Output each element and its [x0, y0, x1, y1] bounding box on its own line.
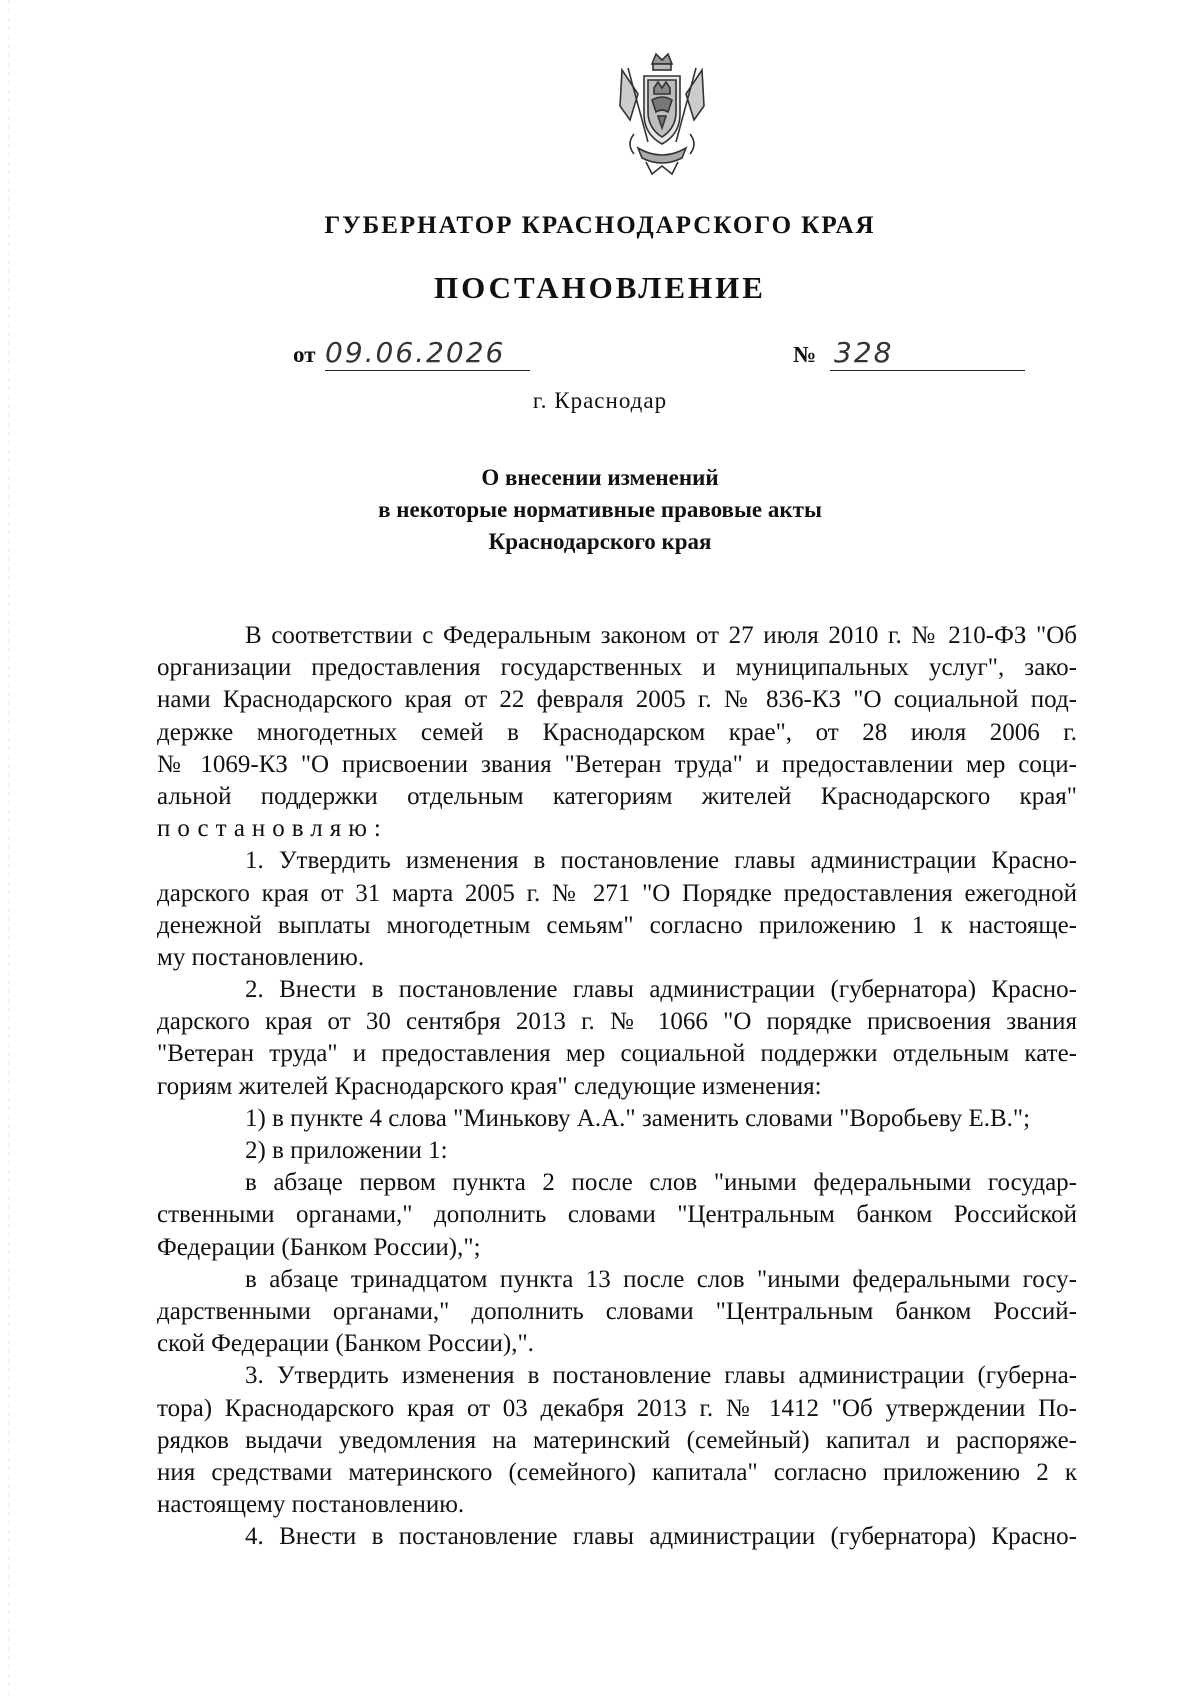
body-line: держке многодетных семей в Краснодарском крае", от 28 июля 2006 г.: [157, 718, 1077, 746]
coat-of-arms-icon: [608, 50, 716, 178]
city-line: г. Краснодар: [532, 388, 668, 413]
body-line: Федерации (Банком России),";: [157, 1233, 481, 1261]
body-line: му постановлению.: [157, 943, 365, 971]
body-line: постановляю:: [157, 815, 388, 843]
document-subject: [0, 462, 1200, 558]
handwritten-number: 328: [830, 336, 1025, 371]
handwritten-date: 09.06.2026: [325, 336, 530, 371]
body-line: тора) Краснодарского края от 03 декабря 2013 г. № 1412 "Об утверждении По-: [157, 1394, 1077, 1422]
body-line: ния средствами материнского (семейного) капитала" согласно приложению 2 к: [157, 1458, 1077, 1486]
body-line: ственными органами," дополнить словами "Центральным банком Российской: [157, 1201, 1077, 1229]
body-line: В соответствии с Федеральным законом от 27 июля 2010 г. № 210-ФЗ "Об: [245, 622, 1077, 649]
date-label: от: [293, 342, 316, 367]
body-line: ской Федерации (Банком России),".: [157, 1330, 534, 1358]
document-type-title: ПОСТАНОВЛЕНИЕ: [434, 270, 766, 305]
body-line: нами Краснодарского края от 22 февраля 2005 г. № 836-КЗ "О социальной под-: [157, 686, 1077, 714]
body-line: рядков выдачи уведомления на материнский (семейный) капитал и распоряже-: [157, 1426, 1077, 1454]
body-line: дарского края от 31 марта 2005 г. № 271 "О Порядке предоставления ежегодной: [157, 879, 1077, 907]
number-label: №: [793, 342, 817, 367]
body-line: альной поддержки отдельным категориям жителей Краснодарского края": [157, 782, 1077, 810]
body-line: 2) в приложении 1:: [245, 1137, 448, 1164]
body-line: 4. Внести в постановление главы администрации (губернатора) Красно-: [245, 1523, 1077, 1551]
body-line: гориям жителей Краснодарского края" следующие изменения:: [157, 1072, 822, 1100]
issuing-authority: ГУБЕРНАТОР КРАСНОДАРСКОГО КРАЯ: [324, 212, 876, 239]
body-line: "Ветеран труда" и предоставления мер социальной поддержки отдельным кате-: [157, 1040, 1077, 1068]
body-line: 1. Утвердить изменения в постановление главы администрации Красно-: [245, 847, 1077, 875]
subject-line: О внесении изменений: [481, 465, 719, 490]
date-number-row: [0, 336, 1200, 376]
body-line: дарственными органами," дополнить словами "Центральным банком Россий-: [157, 1297, 1077, 1325]
body-line: дарского края от 30 сентября 2013 г. № 1066 "О порядке присвоения звания: [157, 1008, 1077, 1036]
body-line: 2. Внести в постановление главы администрации (губернатора) Красно-: [245, 976, 1077, 1004]
document-body: [157, 620, 1077, 1553]
scan-edge-mark: [8, 0, 9, 1697]
body-line: настоящему постановлению.: [157, 1491, 465, 1519]
body-line: в абзаце тринадцатом пункта 13 после слов "иными федеральными госу-: [245, 1265, 1077, 1293]
body-line: 3. Утвердить изменения в постановление главы администрации (губерна-: [245, 1362, 1077, 1390]
subject-line: в некоторые нормативные правовые акты: [378, 497, 822, 522]
body-line: в абзаце первом пункта 2 после слов "иными федеральными государ-: [245, 1169, 1077, 1197]
body-line: денежной выплаты многодетным семьям" согласно приложению 1 к настояще-: [157, 911, 1077, 939]
body-line: 1) в пункте 4 слова "Минькову А.А." заменить словами "Воробьеву Е.В.";: [245, 1104, 1031, 1132]
body-line: организации предоставления государственных и муниципальных услуг", зако-: [157, 654, 1077, 682]
body-line: № 1069-КЗ "О присвоении звания "Ветеран труда" и предоставлении мер соци-: [157, 750, 1077, 778]
subject-line: Краснодарского края: [488, 529, 712, 554]
